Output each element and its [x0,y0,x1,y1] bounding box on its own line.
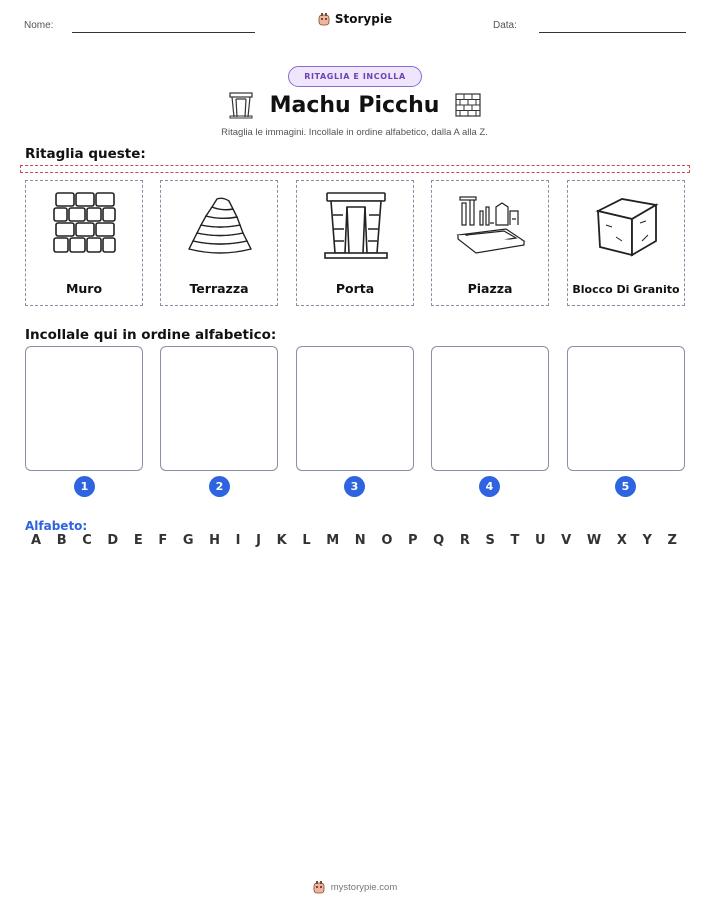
alphabet-letter: E [133,533,143,548]
card-label: Muro [65,281,103,296]
alphabet-letter: S [485,533,495,548]
date-label: Data: [493,20,517,31]
mascot-icon [312,880,326,894]
alphabet-letter: A [31,533,42,548]
alphabet-letter: Z [667,533,677,548]
alphabet-row [25,533,685,548]
alphabet-letter: V [561,533,572,548]
alphabet-letter: H [209,533,221,548]
cut-card-piazza[interactable] [431,180,549,306]
brand-name: Storypie [334,12,393,26]
stone-wall-icon [50,189,120,261]
alphabet-letter: J [256,533,261,548]
alphabet-letter: M [326,533,340,548]
title-row [0,91,709,119]
name-label: Nome: [24,20,54,31]
alphabet-heading: Alfabeto: [25,519,88,533]
mascot-icon [317,12,331,26]
card-label: Blocco Di Granito [572,283,680,296]
alphabet-letter: O [381,533,393,548]
slot-number-2: 2 [209,476,230,497]
card-label: Terrazza [189,281,249,296]
stone-wall-icon [455,91,481,119]
cut-card-porta[interactable] [296,180,414,306]
footer [0,880,709,894]
stone-door-icon [228,91,254,119]
alphabet-letter: K [276,533,287,548]
slot-number-5: 5 [615,476,636,497]
cut-card-blocco-di-granito[interactable] [567,180,685,306]
paste-slot-1[interactable] [25,346,143,471]
alphabet-letter: N [354,533,366,548]
alphabet-letter: I [235,533,241,548]
plaza-icon [456,189,526,261]
granite-block-icon [592,189,662,261]
slot-number-3: 3 [344,476,365,497]
alphabet-letter: T [510,533,520,548]
paste-slot-3[interactable] [296,346,414,471]
paste-slot-2[interactable] [160,346,278,471]
slot-number-4: 4 [479,476,500,497]
cut-heading: Ritaglia queste: [25,146,146,162]
alphabet-letter: P [408,533,418,548]
cut-line [20,165,690,173]
paste-heading: Incollale qui in ordine alfabetico: [25,327,277,343]
terrace-icon [185,189,255,261]
alphabet-letter: D [107,533,119,548]
date-line[interactable] [539,32,686,33]
card-label: Porta [335,281,375,296]
paste-slot-5[interactable] [567,346,685,471]
footer-url[interactable]: mystorypie.com [330,881,398,893]
alphabet-letter: R [459,533,470,548]
alphabet-letter: Q [433,533,445,548]
alphabet-letter: B [56,533,67,548]
slot-number-1: 1 [74,476,95,497]
paste-slot-4[interactable] [431,346,549,471]
alphabet-letter: F [158,533,168,548]
alphabet-letter: Y [642,533,652,548]
alphabet-letter: C [82,533,92,548]
page-title: Machu Picchu [269,92,440,118]
instructions: Ritaglia le immagini. Incollale in ordine alfabetico, dalla A alla Z. [221,127,488,138]
cut-card-muro[interactable] [25,180,143,306]
name-line[interactable] [72,32,255,33]
brand-logo [0,12,709,26]
stone-door-icon [321,189,391,261]
alphabet-letter: L [302,533,311,548]
alphabet-letter: X [616,533,627,548]
alphabet-letter: U [534,533,546,548]
activity-badge: RITAGLIA E INCOLLA [288,66,422,87]
alphabet-letter: W [586,533,602,548]
cut-card-terrazza[interactable] [160,180,278,306]
card-label: Piazza [467,281,513,296]
alphabet-letter: G [182,533,194,548]
